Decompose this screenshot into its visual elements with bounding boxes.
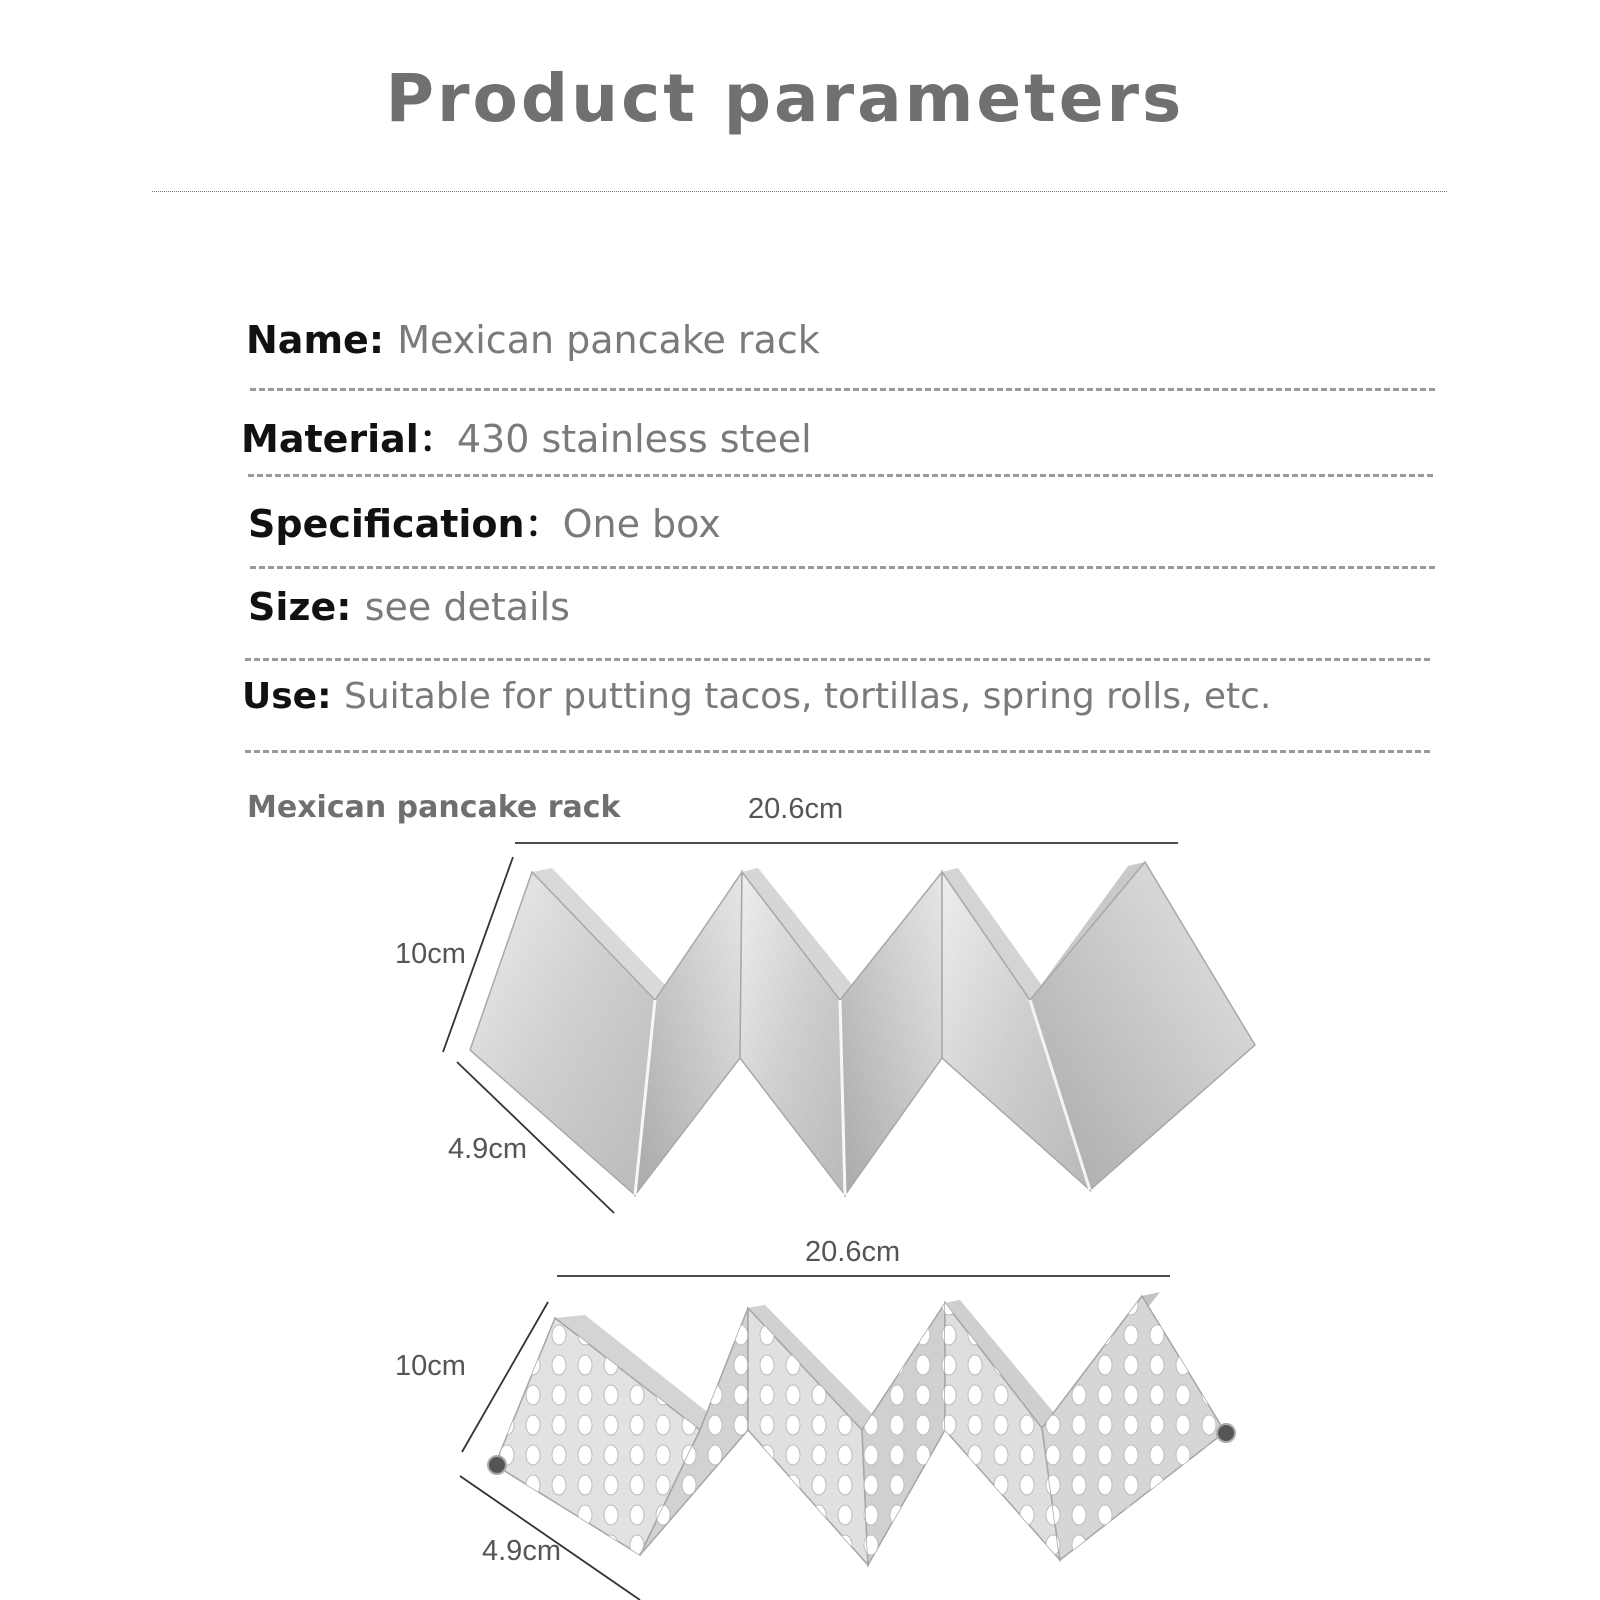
param-name-value: Mexican pancake rack	[397, 318, 820, 362]
solid-width-label: 20.6cm	[748, 793, 844, 825]
param-use-value: Suitable for putting tacos, tortillas, spring rolls, etc.	[344, 676, 1272, 717]
perforated-height-label: 10cm	[395, 1350, 466, 1382]
param-use-sep: :	[317, 676, 345, 717]
param-material-value: 430 stainless steel	[456, 417, 812, 461]
param-size-label: Size	[248, 585, 337, 629]
param-size-value: see details	[364, 585, 570, 629]
param-name-sep: :	[368, 318, 398, 362]
param-name-label: Name	[246, 318, 369, 362]
param-material-sep: ：	[418, 417, 457, 461]
perforated-depth-label: 4.9cm	[482, 1535, 561, 1567]
solid-depth-label: 4.9cm	[448, 1133, 527, 1165]
perforated-rack-image	[488, 1292, 1235, 1565]
solid-height-label: 10cm	[395, 938, 466, 970]
param-specification-label: Specification	[248, 502, 525, 546]
param-specification-value: One box	[562, 502, 721, 546]
perforated-width-label: 20.6cm	[805, 1236, 901, 1268]
param-specification-sep: ：	[524, 502, 563, 546]
diagram-caption: Mexican pancake rack	[247, 790, 621, 825]
param-use-label: Use	[242, 676, 318, 717]
param-size-sep: :	[336, 585, 365, 629]
param-material-label: Material	[241, 417, 419, 461]
page-title: Product parameters	[385, 60, 1185, 137]
solid-rack-image	[470, 862, 1255, 1195]
